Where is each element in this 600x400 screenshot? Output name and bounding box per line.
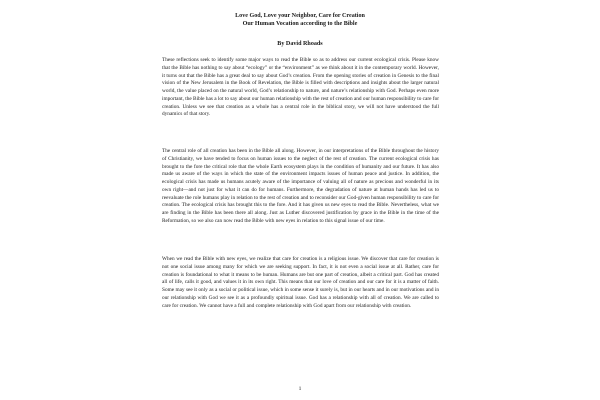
document-title-line-2: Our Human Vocation according to the Bible [242,21,358,27]
document-title-line-1: Love God, Love your Neighbor, Care for Creation [235,13,365,19]
paragraph-1: These reflections seek to identify some major ways to read the Bible so as to address our current ecological crisis. Please know that the Bible has nothing to say about “ecology” or the “environment” as we think about it in the contemporary world. However, it turns out that the Bible has a great deal to say about God’s creation. From the opening stories of creation in Genesis to the final vision of the New Jerusalem in the Book of Revelation, the Bible is filled with descriptions and insights about the larger natural world, the value placed on the natural world, God’s relationship to nature, and nature’s relationship with God. Perhaps even more important, the Bible has a lot to say about our human relationship with the rest of creation and our human responsibility to care for creation. Unless we see that creation as a whole has a central role in the biblical story, we will not have understood the full dynamics of that story. [162,57,439,118]
paragraph-2: The central role of all creation has been in the Bible all along. However, in our interpretations of the Bible throughout the history of Christianity, we have tended to focus on human issues to the neglect of the rest of creation. The current ecological crisis has brought to the fore the critical role that the whole Earth ecosystem plays in the condition of humanity and our future. It has also made us aware of the ways in which the state of the environment impacts issues of human peace and justice. In addition, the ecological crisis has made us humans acutely aware of the importance of valuing all of nature as precious and wonderful in its own right—and not just for what it can do for humans. Furthermore, the degradation of nature at human hands has led us to reevaluate the role humans play in relation to the rest of creation and to reconsider our God-given human responsibility to care for creation. The ecological crisis has brought this to the fore. And it has given us new eyes to read the Bible. Nevertheless, what we are finding in the Bible has been there all along. Just as Luther discovered justification by grace in the Bible in the time of the Reformation, so we also can now read the Bible with new eyes in relation to this signal issue of our time. [162,148,439,224]
document-author: By David Rhoads [277,41,323,47]
paragraph-3: When we read the Bible with new eyes, we realize that care for creation is a religious issue. We discover that care for creation is not one social issue among many for which we are seeking support. In fact, it is not even a social issue at all. Rather, care for creation is foundational to what it means to be human. Humans are but one part of creation, albeit a critical part. God has created all of life, calls it good, and values it in its own right. This means that our love of creation and our care for it is a matter of faith. Some may see it only as a social or political issue, which in some sense it surely is, but in our hearts and in our motivations and in our relationship with God we see it as a profoundly spiritual issue. God has a relationship with all of creation. We are called to care for creation. We cannot have a full and complete relationship with God apart from our relationship with creation. [162,256,439,309]
page-number: 1 [298,386,302,392]
